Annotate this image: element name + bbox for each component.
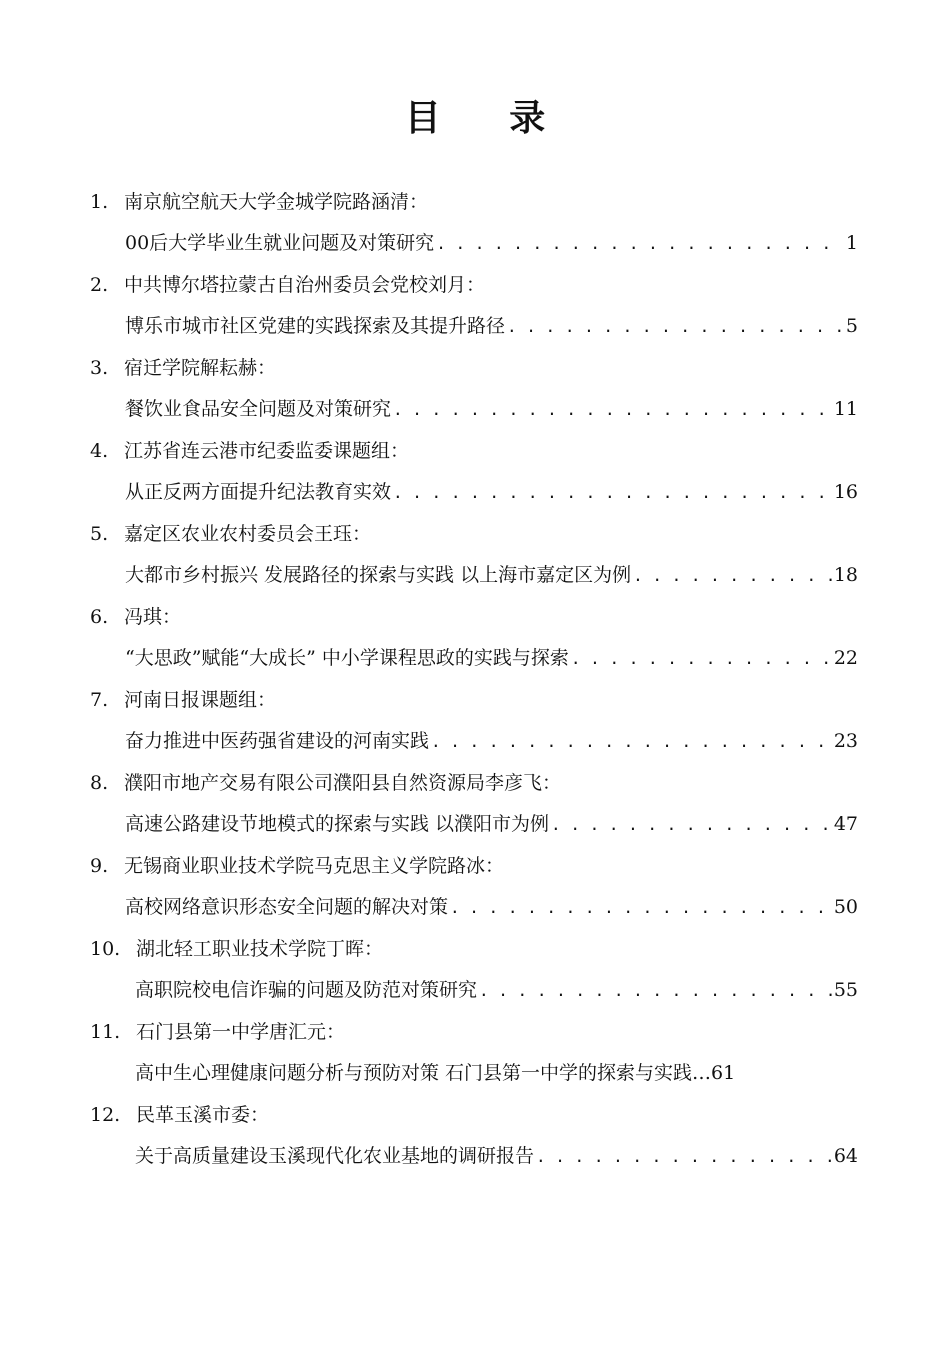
toc-entry-title: 高职院校电信诈骗的问题及防范对策研究 <box>135 979 478 1001</box>
toc-entry-author-text: 冯琪： <box>124 606 182 628</box>
toc-entry-author <box>90 186 428 218</box>
toc-entry-title-line <box>125 393 858 425</box>
toc-entry[interactable] <box>0 684 950 767</box>
toc-entry-number: 2. <box>90 274 109 296</box>
toc-entry-page-number: 5 <box>845 315 858 337</box>
toc-entry-title: 高中生心理健康问题分析与预防对策 石门县第一中学的探索与实践…61 <box>135 1062 736 1084</box>
dot-leader <box>431 726 832 758</box>
toc-entry-page-number: 18 <box>833 564 858 586</box>
toc-entry-author <box>90 850 504 882</box>
dot-leader <box>436 228 844 260</box>
toc-entry-title-line <box>125 559 858 591</box>
toc-entry-author <box>90 1016 345 1048</box>
toc-entry-author-text: 石门县第一中学唐汇元： <box>136 1021 346 1043</box>
toc-entry-title: 00后大学毕业生就业问题及对策研究 <box>125 232 435 254</box>
dot-leader <box>551 809 832 841</box>
toc-entry-page-number: 22 <box>833 647 858 669</box>
toc-entry-author-text: 南京航空航天大学金城学院路涵清： <box>124 191 429 213</box>
toc-entry-number: 7. <box>90 689 109 711</box>
toc-entry-page-number: 64 <box>833 1145 858 1167</box>
toc-entry-author <box>90 601 181 633</box>
toc-entry-number: 12. <box>90 1104 121 1126</box>
toc-entry-title-line <box>125 725 858 757</box>
toc-entry-page-number: 55 <box>833 979 858 1001</box>
toc-entry-title: 奋力推进中医药强省建设的河南实践 <box>125 730 430 752</box>
toc-entry-author <box>90 518 371 550</box>
dot-leader <box>507 311 844 343</box>
toc-entry-author-text: 宿迁学院解耘赫： <box>124 357 277 379</box>
toc-entry-title: 博乐市城市社区党建的实践探索及其提升路径 <box>125 315 506 337</box>
toc-entry-author-text: 河南日报课题组： <box>124 689 277 711</box>
toc-entry-page-number: 16 <box>833 481 858 503</box>
dot-leader <box>536 1141 832 1173</box>
toc-entry-author-text: 嘉定区农业农村委员会王珏： <box>124 523 372 545</box>
dot-leader <box>633 560 832 592</box>
toc-entry-number: 5. <box>90 523 109 545</box>
toc-entry-page-number: 11 <box>833 398 858 420</box>
toc-entry-author <box>90 352 276 384</box>
dot-leader <box>571 643 832 675</box>
toc-entry-title-line <box>135 1140 858 1172</box>
toc-entry[interactable] <box>0 601 950 684</box>
toc-entry-author <box>90 1099 269 1131</box>
toc-entry-title: 高速公路建设节地模式的探索与实践 以濮阳市为例 <box>125 813 550 835</box>
dot-leader <box>450 892 832 924</box>
toc-entry[interactable] <box>0 269 950 352</box>
toc-entry-number: 3. <box>90 357 109 379</box>
toc-entry-author <box>90 684 276 716</box>
toc-entry-page-number: 50 <box>833 896 858 918</box>
toc-entry-title-line <box>125 891 858 923</box>
toc-entry-title: 高校网络意识形态安全问题的解决对策 <box>125 896 449 918</box>
toc-entry-title-line <box>125 808 858 840</box>
toc-entry-number: 9. <box>90 855 109 877</box>
toc-entry-title-line <box>135 974 858 1006</box>
toc-entry-number: 1. <box>90 191 109 213</box>
toc-entry-title-line <box>125 642 858 674</box>
dot-leader <box>479 975 832 1007</box>
toc-entry-page-number: 1 <box>845 232 858 254</box>
toc-entry[interactable] <box>0 186 950 269</box>
toc-entry-title: 从正反两方面提升纪法教育实效 <box>125 481 392 503</box>
toc-entry-title: 关于高质量建设玉溪现代化农业基地的调研报告 <box>135 1145 535 1167</box>
dot-leader <box>393 477 832 509</box>
dot-leader <box>393 394 832 426</box>
toc-entry[interactable] <box>0 933 950 1016</box>
toc-entry-title-line <box>125 310 858 342</box>
toc-entry[interactable] <box>0 518 950 601</box>
toc-entry[interactable] <box>0 1016 950 1099</box>
toc-entry-page-number: 23 <box>833 730 858 752</box>
toc-entry-page-number: 47 <box>833 813 858 835</box>
toc-entry-number: 10. <box>90 938 121 960</box>
toc-entry[interactable] <box>0 352 950 435</box>
toc-entry-author <box>90 269 485 301</box>
toc-entry-author-text: 湖北轻工职业技术学院丁晖： <box>136 938 384 960</box>
toc-entry-number: 4. <box>90 440 109 462</box>
toc-entry-title: 餐饮业食品安全问题及对策研究 <box>125 398 392 420</box>
toc-entry-number: 6. <box>90 606 109 628</box>
toc-entry-title: “大思政”赋能“大成长” 中小学课程思政的实践与探索 <box>125 647 569 669</box>
toc-entry-title: 大都市乡村振兴 发展路径的探索与实践 以上海市嘉定区为例 <box>125 564 632 586</box>
toc-entry-number: 8. <box>90 772 109 794</box>
toc-entry[interactable] <box>0 435 950 518</box>
page-title: 目 录 <box>404 98 574 139</box>
toc-entry[interactable] <box>0 767 950 850</box>
toc-entry-author-text: 民革玉溪市委： <box>136 1104 270 1126</box>
toc-entry-author-text: 中共博尔塔拉蒙古自治州委员会党校刘月： <box>124 274 486 296</box>
toc-entry[interactable] <box>0 850 950 933</box>
toc-entry-title-line <box>135 1057 858 1089</box>
toc-entry-author-text: 江苏省连云港市纪委监委课题组： <box>124 440 410 462</box>
toc-entry-title-line <box>125 476 858 508</box>
toc-entry-author <box>90 933 383 965</box>
toc-entry-number: 11. <box>90 1021 121 1043</box>
toc-entry-author-text: 无锡商业职业技术学院马克思主义学院路冰： <box>124 855 505 877</box>
toc-entry-author <box>90 435 409 467</box>
toc-entry[interactable] <box>0 1099 950 1182</box>
toc-entry-author-text: 濮阳市地产交易有限公司濮阳县自然资源局李彦飞： <box>124 772 562 794</box>
toc-entry-author <box>90 767 561 799</box>
toc-entry-title-line <box>125 227 858 259</box>
